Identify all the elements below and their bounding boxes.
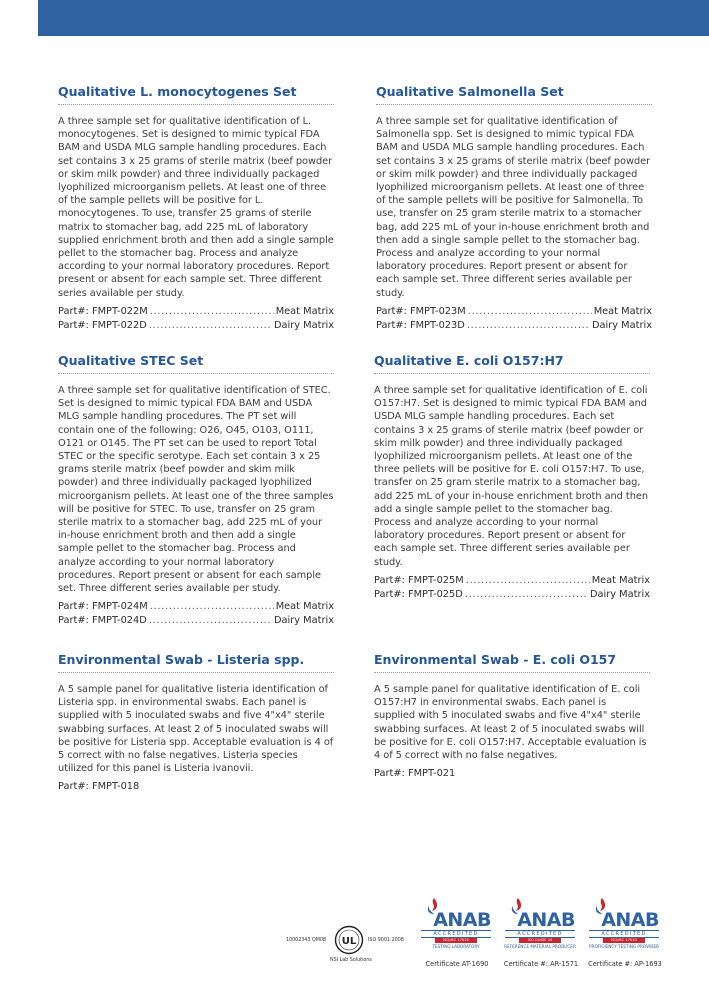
section-description: A three sample set for qualitative identification of Salmonella spp. Set is designed to mimic typical FDA BAM and USDA MLG sample handling procedures. Each set contains 3 x 25 grams of sterile matrix (beef powder or skim milk powder) and three individually packaged lyophilized microorganism pellets. At least one of three of the sample pellets will be positive for Salmonella. To use, transfer on 25 gram sterile matrix to a stomacher bag, add 225 mL of your in-house enrichment broth and then add a single sample pellet to the stomacher bag. Process and analyze according to your normal laboratory procedures. Report present or absent for each sample set. Three different series available per study. (376, 116, 651, 299)
part-list (376, 305, 652, 333)
anab-badge-reference (503, 897, 583, 977)
header-bar (38, 0, 709, 36)
part-number: Part#: FMPT-023D (376, 320, 465, 332)
section-stec-set (58, 353, 334, 629)
section-description: A three sample set for qualitative identification of L. monocytogenes. Set is designed to mimic typical FDA BAM and USDA MLG sample handling procedures. Each set contains 3 x 25 grams of sterile matrix (beef powder or skim milk powder) and three individually packaged lyophilized microorganism pellets. At least one of three of the sample pellets will be positive for L. monocytogenes. To use, transfer 25 grams of sterile matrix to stomacher bag, add 225 mL of laboratory supplied enrichment broth and then add a single sample pellet to the stomacher bag. Process and analyze according to your normal laboratory procedures. Report present or absent for each sample set. Three different series available per study. (58, 116, 334, 299)
ul-certification (286, 916, 406, 966)
anab-certificate: Certificate AT-1690 (425, 960, 489, 968)
anab-iso: ISO/IEC 17043 (603, 938, 645, 943)
part-line-meat (58, 600, 334, 614)
part-matrix: Meat Matrix (275, 305, 334, 317)
part-matrix: Dairy Matrix (273, 320, 334, 332)
section-description: A 5 sample panel for qualitative identification of E. coli O157:H7 in environmental swabs. Each panel is supplied with 5 inoculated swabs and five 4"x4" sterile swabbing surfaces. At least 2 of 5 inoculated swabs will be positive for E. coli O157:H7. Acceptable evaluation is 4 of 5 correct with no false negatives. (374, 684, 647, 762)
anab-iso: ISO GUIDE 34 (519, 938, 561, 943)
anab-accredited: ACCREDITED (505, 930, 575, 938)
ul-mark-icon (334, 925, 364, 955)
part-line-dairy (376, 319, 652, 333)
part-list (374, 574, 650, 602)
anab-label: REFERENCE MATERIAL PRODUCER (504, 944, 576, 949)
part-number: Part#: FMPT-018 (58, 781, 140, 793)
part-line-dairy (58, 614, 334, 628)
section-title: Qualitative E. coli O157:H7 (374, 353, 650, 374)
section-env-swab-ecoli (374, 652, 650, 781)
section-salmonella-set (376, 84, 652, 333)
part-list (58, 780, 334, 794)
ul-caption: NSI Lab Solutions (330, 958, 372, 963)
part-list (58, 600, 334, 628)
part-line-meat (58, 305, 334, 319)
section-title: Qualitative STEC Set (58, 353, 334, 374)
anab-certificate: Certificate #: AR-1571 (503, 960, 579, 968)
part-matrix: Meat Matrix (591, 574, 650, 586)
part-number: Part#: FMPT-024M (58, 601, 148, 613)
section-description: A three sample set for qualitative identification of E. coli O157:H7. Set is designed to mimic typical FDA BAM and USDA MLG sample handling procedures. Each set contains 3 x 25 grams of sterile matrix (beef powder or skim milk powder) and three individually packaged lyophilized microorganism pellets. At least one of the three pellets will be positive for E. coli O157:H7. To use, transfer on 25 gram sterile matrix to a stomacher bag, add 225 mL of your in-house enrichment broth and then add a single sample pellet to the stomacher bag. Process and analyze according to your normal laboratory procedures. Report present or absent for each sample set. Three different series available per study. (374, 385, 648, 568)
ul-iso-standard: ISO 9001:2008 (368, 938, 404, 943)
ul-cert-number: 10002343 QM08 (286, 938, 326, 943)
anab-accredited: ACCREDITED (421, 930, 491, 938)
footer (0, 890, 709, 998)
anab-label: TESTING LABORATORY (432, 944, 480, 949)
anab-accredited: ACCREDITED (589, 930, 659, 938)
anab-badge-testing (419, 897, 499, 977)
ul-mark-text: UL (341, 936, 357, 947)
anab-logo-text: ANAB (517, 909, 575, 931)
anab-logo-text: ANAB (601, 909, 659, 931)
part-line-dairy (58, 319, 334, 333)
part-number: Part#: FMPT-025M (374, 574, 464, 586)
part-number: Part#: FMPT-024D (58, 615, 147, 627)
section-title: Environmental Swab - E. coli O157 (374, 652, 650, 673)
part-line (374, 767, 650, 781)
anab-certificate: Certificate #: AP-1693 (588, 960, 662, 968)
section-title: Qualitative L. monocytogenes Set (58, 84, 334, 105)
part-number: Part#: FMPT-025D (374, 589, 463, 601)
part-matrix: Dairy Matrix (591, 320, 652, 332)
part-matrix: Dairy Matrix (589, 589, 650, 601)
part-number: Part#: FMPT-023M (376, 305, 466, 317)
part-line-meat (374, 574, 650, 588)
part-line-dairy (374, 588, 650, 602)
section-listeria-set (58, 84, 334, 333)
part-line (58, 780, 334, 794)
section-title: Qualitative Salmonella Set (376, 84, 652, 105)
part-list (58, 305, 334, 333)
anab-badge-proficiency (587, 897, 667, 977)
section-env-swab-listeria (58, 652, 334, 795)
part-number: Part#: FMPT-022M (58, 305, 148, 317)
part-number: Part#: FMPT-021 (374, 768, 456, 780)
section-title: Environmental Swab - Listeria spp. (58, 652, 334, 673)
part-matrix: Meat Matrix (593, 305, 652, 317)
part-matrix: Meat Matrix (275, 601, 334, 613)
section-description: A three sample set for qualitative identification of STEC. Set is designed to mimic typical FDA BAM and USDA MLG sample handling procedures. The PT set will contain one of the following: O26, O45, O103, O111, O121 or O145. The PT set can be used to report Total STEC or the specific serotype. Each set contain 3 x 25 grams sterile matrix (beef powder and skim milk powder) and three individually packaged lyophilized microorganism pellets. At least one of the three samples will be positive for STEC. To use, transfer on 25 gram sterile matrix to a stomacher bag, add 225 mL of your in-house enrichment broth and then add a single sample pellet to the stomacher bag. Process and analyze according to your normal laboratory procedures. Report present or absent for each sample set. Three different series available per study. (58, 385, 334, 595)
section-ecoli-o157-set (374, 353, 650, 602)
anab-label: PROFICIENCY TESTING PROVIDER (589, 944, 659, 949)
part-list (374, 767, 650, 781)
part-number: Part#: FMPT-022D (58, 320, 147, 332)
anab-iso: ISO/IEC 17025 (435, 938, 477, 943)
part-matrix: Dairy Matrix (273, 615, 334, 627)
section-description: A 5 sample panel for qualitative listeria identification of Listeria spp. in environmental swabs. Each panel is supplied with 5 inoculated swabs and five 4"x4" sterile swabbing surfaces. At least 2 of 5 inoculated swabs will be positive for Listeria spp. Acceptable evaluation is 4 of 5 correct with no false negatives. Listeria species utilized for this panel is Listeria ivanovii. (58, 684, 334, 775)
anab-logo-text: ANAB (433, 909, 491, 931)
part-line-meat (376, 305, 652, 319)
